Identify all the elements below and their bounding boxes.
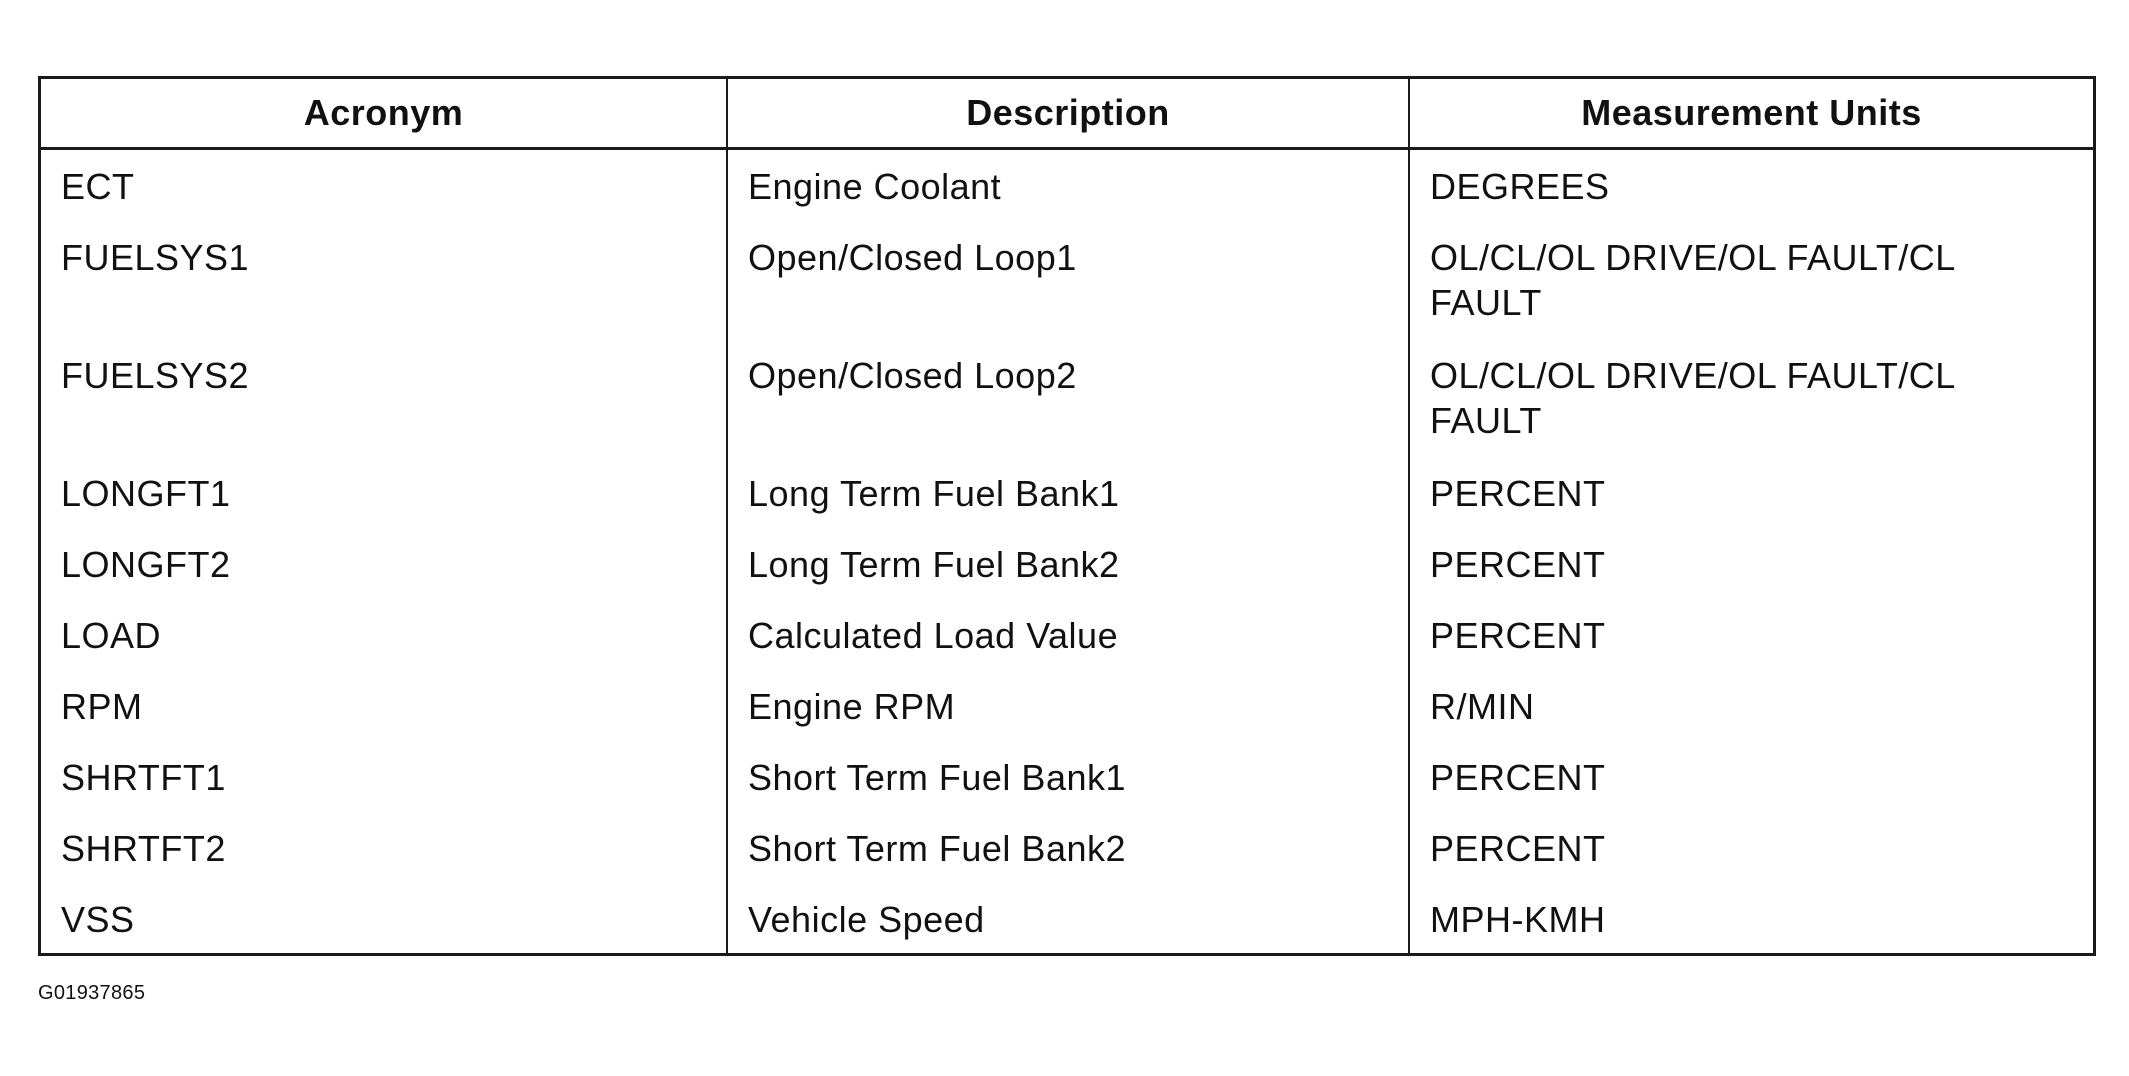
data-table-frame [38, 76, 2096, 956]
cell-acronym: SHRTFT2 [61, 828, 226, 869]
figure-id: G01937865 [38, 982, 146, 1004]
cell-description: Short Term Fuel Bank1 [727, 741, 1409, 812]
table-row [41, 741, 2093, 812]
cell-acronym: LONGFT1 [61, 473, 231, 514]
acronym-table [41, 79, 2093, 954]
cell-description: Open/Closed Loop1 [727, 221, 1409, 339]
cell-description: Long Term Fuel Bank2 [727, 528, 1409, 599]
cell-description: Engine RPM [727, 670, 1409, 741]
header-row [41, 79, 2093, 149]
table-row [41, 599, 2093, 670]
cell-units: OL/CL/OL DRIVE/OL FAULT/CL FAULT [1409, 339, 2093, 457]
cell-units: OL/CL/OL DRIVE/OL FAULT/CL FAULT [1409, 221, 2093, 339]
table-row [41, 670, 2093, 741]
cell-acronym: FUELSYS2 [61, 355, 250, 396]
header-measurement-units: Measurement Units [1409, 79, 2093, 149]
cell-description: Long Term Fuel Bank1 [727, 457, 1409, 528]
table-row [41, 528, 2093, 599]
cell-acronym: RPM [61, 686, 143, 727]
cell-acronym: VSS [61, 899, 135, 940]
table-body [41, 149, 2093, 955]
cell-units: PERCENT [1409, 599, 2093, 670]
cell-acronym: LONGFT2 [61, 544, 231, 585]
cell-description: Vehicle Speed [727, 883, 1409, 954]
cell-acronym: SHRTFT1 [61, 757, 226, 798]
cell-description: Open/Closed Loop2 [727, 339, 1409, 457]
cell-description: Calculated Load Value [727, 599, 1409, 670]
cell-units: PERCENT [1409, 457, 2093, 528]
cell-units: R/MIN [1409, 670, 2093, 741]
cell-acronym: ECT [61, 166, 135, 207]
header-description: Description [727, 79, 1409, 149]
table-row [41, 812, 2093, 883]
table-row [41, 883, 2093, 954]
cell-acronym: LOAD [61, 615, 162, 656]
table-row [41, 149, 2093, 222]
table-row [41, 457, 2093, 528]
cell-units: PERCENT [1409, 528, 2093, 599]
cell-units: PERCENT [1409, 741, 2093, 812]
cell-units: MPH-KMH [1409, 883, 2093, 954]
cell-description: Short Term Fuel Bank2 [727, 812, 1409, 883]
cell-units: PERCENT [1409, 812, 2093, 883]
table-row [41, 221, 2093, 339]
cell-acronym: FUELSYS1 [61, 237, 250, 278]
table-row [41, 339, 2093, 457]
table-header [41, 79, 2093, 149]
header-acronym: Acronym [41, 79, 727, 149]
cell-description: Engine Coolant [727, 149, 1409, 222]
cell-units: DEGREES [1409, 149, 2093, 222]
